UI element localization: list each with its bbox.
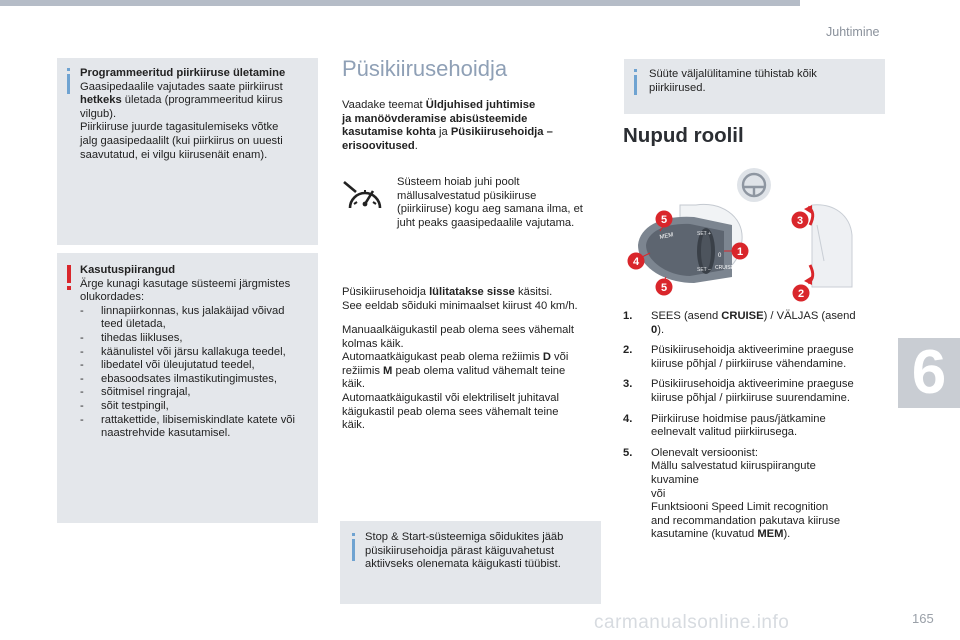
note-line: Stop & Start-süsteemiga sõidukites jääb xyxy=(365,531,564,543)
item-line: SEES (asend CRUISE) / VÄLJAS (asend xyxy=(651,310,856,322)
note-line: püsikiirusehoidja pärast käiguvahetust xyxy=(365,544,555,557)
gearbox-paragraph xyxy=(342,324,601,433)
list-item xyxy=(80,414,316,441)
list-item-line: naastrehvide kasutamisel. xyxy=(101,427,231,440)
list-dash: - xyxy=(80,413,84,426)
list-item-line: libedatel või üleujutatud teedel, xyxy=(101,359,255,372)
paragraph-line: kolmas käik. xyxy=(342,337,404,350)
paragraph-line: käik. xyxy=(342,419,366,432)
steering-controls-svg xyxy=(624,165,886,310)
callout-5-bottom xyxy=(656,279,673,296)
paragraph-line: (piirkiiruse) kogu aeg samana ilma, et xyxy=(397,203,583,216)
svg-text:5: 5 xyxy=(660,214,668,226)
paragraph-line: käigukastil peab olema sees vähemalt teine xyxy=(342,405,559,418)
paragraph-line: režiimis M peab olema valitud vähemalt teine xyxy=(342,364,566,377)
callout-2 xyxy=(793,285,810,302)
svg-text:2: 2 xyxy=(797,288,805,300)
stalk-label-mem: MEM xyxy=(659,232,675,241)
list-item xyxy=(80,373,316,387)
list-item-line: rattakettide, libisemiskindlate katete või xyxy=(101,413,296,426)
ignition-note xyxy=(624,59,885,114)
list-dash: - xyxy=(80,331,84,344)
note-title: Programmeeritud piirkiiruse ületamine xyxy=(80,67,286,79)
list-item xyxy=(80,359,316,373)
paragraph-line: juht peaks gaasipedaalile vajutama. xyxy=(397,216,575,229)
paragraph-line: Automaatkäigukastil või elektriliselt juhitaval xyxy=(342,391,560,404)
item-line: 0). xyxy=(651,323,665,336)
list-item-line: linnapiirkonnas, kus jalakäijad võivad xyxy=(101,304,285,317)
svg-text:3: 3 xyxy=(796,215,804,227)
list-dash: - xyxy=(80,345,84,358)
section-label: Juhtimine xyxy=(826,25,880,39)
item-line: Püsikiirusehoidja aktiveerimine praeguse xyxy=(651,378,854,391)
list-item-line: sõit testpingil, xyxy=(101,399,169,412)
page-number: 165 xyxy=(912,611,934,626)
callout-5-top xyxy=(656,211,673,228)
chapter-tab xyxy=(898,338,960,408)
note-line: Süüte väljalülitamine tühistab kõik xyxy=(649,68,817,80)
subsection-title: Nupud roolil xyxy=(623,124,744,147)
list-item xyxy=(80,332,316,346)
paragraph-line: Süsteem hoiab juhi poolt xyxy=(397,176,520,188)
list-item xyxy=(80,400,316,414)
svg-text:5: 5 xyxy=(660,282,668,294)
steering-wheel-icon xyxy=(737,168,771,202)
speedometer-icon xyxy=(342,178,388,218)
list-item-line: ebasoodsates ilmastikutingimustes, xyxy=(101,372,277,385)
list-dash: - xyxy=(80,372,84,385)
limits-list xyxy=(80,305,316,441)
item-line: kiiruse põhjal / piirkiiruse suurendamine. xyxy=(651,391,850,404)
stalk-label-set-minus: SET – xyxy=(697,267,711,273)
item-line: Mällu salvestatud kiiruspiirangute xyxy=(651,460,816,473)
item-line: kasutamine (kuvatud MEM). xyxy=(651,528,791,541)
control-list xyxy=(623,310,885,549)
paragraph-line: Manuaalkäigukastil peab olema sees vähemalt xyxy=(342,324,574,336)
header-bar xyxy=(0,0,800,6)
callout-1 xyxy=(732,243,749,260)
stalk-label-set-plus: SET + xyxy=(697,231,711,237)
paragraph-line: Automaatkäigukast peab olema režiimis D või xyxy=(342,351,569,364)
see-also-paragraph: Vaadake teemat Üldjuhised juhtimise ja manöövderamise abisüsteemide kasutamise kohta ja Püsikiirusehoidja – erisoovitused. xyxy=(342,99,553,152)
list-dash: - xyxy=(80,386,84,399)
control-item xyxy=(623,310,885,337)
list-dash: - xyxy=(80,304,84,317)
chapter-number: 6 xyxy=(911,338,947,407)
svg-text:4: 4 xyxy=(632,256,640,268)
paragraph-line: mällusalvestatud püsikiiruse xyxy=(397,189,537,202)
control-item xyxy=(623,378,885,405)
enable-paragraph: Püsikiirusehoidja lülitatakse sisse käsitsi. See eeldab sõiduki minimaalset kiirust 40 km/h. xyxy=(342,286,578,312)
list-item-line: tihedas liikluses, xyxy=(101,331,183,344)
item-line: või xyxy=(651,487,666,500)
list-item-line: käänulistel või järsu kallakuga teedel, xyxy=(101,345,286,358)
control-item xyxy=(623,413,885,440)
callout-3 xyxy=(792,212,809,229)
note-line: piirkiirused. xyxy=(649,81,706,94)
control-item xyxy=(623,447,885,542)
steering-controls-figure xyxy=(624,165,886,310)
item-line: Olenevalt versioonist: xyxy=(651,446,758,459)
note-line: aktiivseks olenemata käigukasti tüübist. xyxy=(365,558,561,571)
item-line: and recommandation pakutava kiiruse xyxy=(651,514,841,527)
item-line: kiiruse põhjal / piirkiiruse vähendamine. xyxy=(651,357,847,370)
list-item-line: sõitmisel ringrajal, xyxy=(101,386,191,399)
item-number: 5. xyxy=(623,446,633,459)
warning-title: Kasutuspiirangud xyxy=(80,264,176,276)
item-line: Funktsiooni Speed Limit recognition xyxy=(651,501,829,514)
list-dash: - xyxy=(80,359,84,372)
item-line: kuvamine xyxy=(651,473,699,486)
stalk-label-cruise: CRUISE xyxy=(715,265,734,271)
list-item-line: teed ületada, xyxy=(101,318,166,331)
item-number: 3. xyxy=(623,378,633,391)
list-item xyxy=(80,346,316,360)
item-number: 2. xyxy=(623,344,633,357)
list-dash: - xyxy=(80,399,84,412)
item-number: 4. xyxy=(623,412,633,425)
stalk-label-off: 0 xyxy=(718,253,722,259)
usage-limits-warning: Kasutuspiirangud Ärge kunagi kasutage süsteemi järgmistes olukordades: - linnapiirkonnas, kus jalakäijad võivad teed ületada, - tihedas liikluses, - käänulistel või järsu kallakuga teedel, - libedatel või üleujutatud teedel, - ebasoodsates ilmastikutingimustes, - sõitmisel ringrajal, - sõit testpingil, - rattakettide, libisemiskindlate katete või naastrehvide kasutamisel. xyxy=(57,253,318,523)
item-line: Püsikiirusehoidja aktiveerimine praeguse xyxy=(651,344,854,357)
list-item xyxy=(80,305,316,332)
watermark: carmanualsonline.info xyxy=(594,612,790,633)
item-number: 1. xyxy=(623,310,633,322)
item-line: eelnevalt valitud piirkiirusega. xyxy=(651,426,798,439)
svg-text:1: 1 xyxy=(736,246,744,258)
section-title: Püsikiirusehoidja xyxy=(342,56,508,81)
callout-4 xyxy=(628,253,645,270)
control-item xyxy=(623,344,885,371)
programmed-speed-note: Programmeeritud piirkiiruse ületamine Gaasipedaalile vajutades saate piirkiirust hetkeks ületada (programmeeritud kiirus vilgub). Piirkiiruse juurde tagasitulemiseks võtke jalg gaasipedaalilt (kui piirkiirus on uuesti saavutatud, ei vilgu kiirusenäit enam). xyxy=(57,58,318,245)
item-line: Piirkiiruse hoidmise paus/jätkamine xyxy=(651,412,826,425)
stopstart-note xyxy=(340,521,601,604)
paragraph-line: käik. xyxy=(342,378,366,391)
list-item xyxy=(80,386,316,400)
system-description xyxy=(397,176,601,230)
